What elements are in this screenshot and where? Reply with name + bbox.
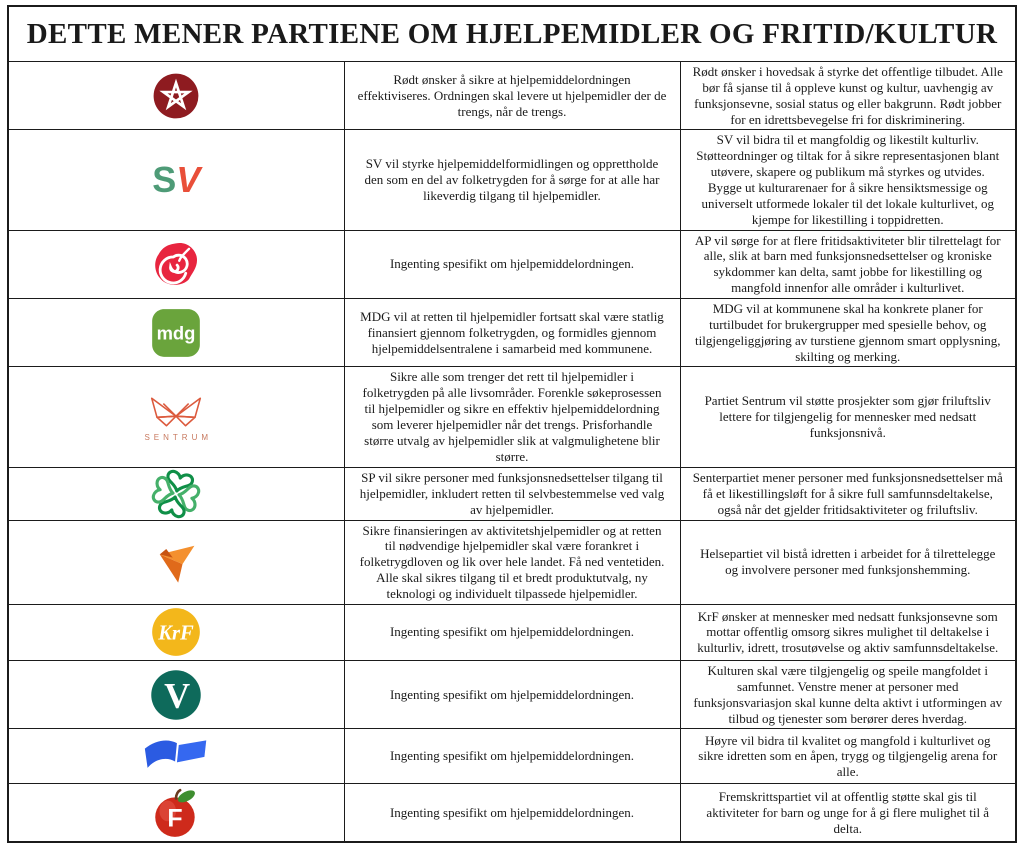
sp-hjelpemidler-cell: SP vil sikre personer med funksjonsnedsettelser tilgang til hjelpemidler, inkludert retten til selvbestemmelse ved valg av hjelpemidler. (344, 467, 680, 520)
hoyre-fritid-kultur-cell: Høyre vil bidra til kvalitet og mangfold i kulturlivet og sikre idretten som en åpen, trygg og tilgjengelig arena for alle. (680, 729, 1016, 784)
sv-logo-cell (8, 130, 344, 230)
table (7, 5, 1017, 843)
table-row (8, 62, 1016, 130)
krf-fritid-kultur-cell: KrF ønsker at mennesker med nedsatt funksjonsevne som mottar offentlig omsorg sikres mulighet til deltakelse i kulturliv, idrett, trosutøvelse og aktiv samfunnsdeltakelse. (680, 604, 1016, 660)
table-row (8, 604, 1016, 660)
sentrum-logo-icon (10, 393, 343, 442)
hoyre-hjelpemidler-cell: Ingenting spesifikt om hjelpemiddelordningen. (344, 729, 680, 784)
roedt-hjelpemidler-cell: Rødt ønsker å sikre at hjelpemiddelordningen effektiviseres. Ordningen skal levere ut hjelpemidler der de trengs, når de trengs. (344, 62, 680, 130)
table-row (8, 299, 1016, 367)
ap-hjelpemidler-cell: Ingenting spesifikt om hjelpemiddelordningen. (344, 230, 680, 298)
table-row (8, 729, 1016, 784)
helsepartiet-logo-cell (8, 520, 344, 604)
sp-logo-cell (8, 467, 344, 520)
ap-rose-logo-icon (10, 238, 343, 290)
krf-logo-cell (8, 604, 344, 660)
ap-logo-cell (8, 230, 344, 298)
table-row (8, 467, 1016, 520)
sv-letter-s: S (152, 159, 177, 201)
frp-logo-text: F (167, 804, 183, 833)
sv-letter-v: V (176, 159, 201, 201)
venstre-fritid-kultur-cell: Kulturen skal være tilgjengelig og speile mangfoldet i samfunnet. Venstre mener at personer med funksjonsvariasjon skal kunne delta aktivt i utformingen av tilbud og tjenester som berører deres hverdag. (680, 660, 1016, 728)
krf-hjelpemidler-cell: Ingenting spesifikt om hjelpemiddelordningen. (344, 604, 680, 660)
sentrum-logo-text: SENTRUM (144, 432, 213, 442)
venstre-logo-icon (10, 668, 343, 722)
roedt-logo-cell (8, 62, 344, 130)
sp-fritid-kultur-cell: Senterpartiet mener personer med funksjonsnedsettelser må få et likestillingsløft for å sikre full samfunnsdeltakelse, også når det gjelder fritidsaktiviteter og friluftsliv. (680, 467, 1016, 520)
venstre-logo-text: V (164, 675, 191, 716)
sentrum-fritid-kultur-cell: Partiet Sentrum vil støtte prosjekter som gjør friluftsliv lettere for tilgjengelig for mennesker med nedsatt funksjonsnivå. (680, 367, 1016, 467)
table-row (8, 520, 1016, 604)
sv-logo-icon (10, 159, 343, 201)
sv-fritid-kultur-cell: SV vil bidra til et mangfoldig og likestilt kulturliv. Støtteordninger og tiltak for å sikre representasjonen blant utøvere, skapere og publikum må styrkes og utvides. Bygge ut kulturarenaer for å sikre hensiktsmessige og universelt utformede lokaler til det lokale kulturlivet, og kjempe for likestilling i toppidretten. (680, 130, 1016, 230)
sentrum-hjelpemidler-cell: Sikre alle som trenger det rett til hjelpemidler i folketrygden på alle livsområder. Forenkle søkeprosessen til hjelpemidler og sikre en effektiv hjelpemiddelordning som leverer hjelpemidler når det trengs. Prisforhandle større utvalg av hjelpemidler slik at valgmulighetene blir større. (344, 367, 680, 467)
frp-logo-cell (8, 784, 344, 842)
ap-fritid-kultur-cell: AP vil sørge for at flere fritidsaktiviteter blir tilrettelagt for alle, slik at barn med funksjonsnedsettelser og kroniske sykdommer kan delta, samt jobbe for likestilling og mangfold innenfor alle områder i kulturlivet. (680, 230, 1016, 298)
frp-hjelpemidler-cell: Ingenting spesifikt om hjelpemiddelordningen. (344, 784, 680, 842)
venstre-hjelpemidler-cell: Ingenting spesifikt om hjelpemiddelordningen. (344, 660, 680, 728)
party-opinions-table (7, 5, 1017, 843)
roedt-logo-icon (10, 71, 343, 121)
helsepartiet-hjelpemidler-cell: Sikre finansieringen av aktivitetshjelpemidler og at retten til nødvendige hjelpemidler skal være forankret i folketrygdloven og lik over hele landet. Få ned ventetiden. Alle skal sikres tilgang til et bredt produktutvalg, ny teknologi og individuelt tilpassede hjelpemidler. (344, 520, 680, 604)
mdg-logo-cell (8, 299, 344, 367)
frp-apple-logo-icon (10, 786, 343, 840)
hoyre-flag-logo-icon (10, 734, 343, 778)
mdg-logo-icon (10, 307, 343, 359)
table-row (8, 367, 1016, 467)
mdg-fritid-kultur-cell: MDG vil at kommunene skal ha konkrete planer for turtilbudet for brukergrupper med spesielle behov, og tilgjengeliggjøring av turstiene gjennom smart opplysning, skilting og merking. (680, 299, 1016, 367)
table-row (8, 130, 1016, 230)
krf-logo-icon (10, 606, 343, 658)
mdg-hjelpemidler-cell: MDG vil at retten til hjelpemidler fortsatt skal være statlig finansiert gjennom folketrygden, og formidles gjennom hjelpemiddelsentralene i samarbeid med kommunene. (344, 299, 680, 367)
sentrum-logo-cell (8, 367, 344, 467)
sv-hjelpemidler-cell: SV vil styrke hjelpemiddelformidlingen og opprettholde den som en del av folketrygden for å sørge for at alle har likeverdig tilgang til hjelpemidler. (344, 130, 680, 230)
table-row (8, 230, 1016, 298)
helsepartiet-logo-icon (10, 536, 343, 588)
page-title: DETTE MENER PARTIENE OM HJELPEMIDLER OG FRITID/KULTUR (8, 6, 1016, 62)
hoyre-logo-cell (8, 729, 344, 784)
venstre-logo-cell (8, 660, 344, 728)
table-row (8, 660, 1016, 728)
sp-clover-logo-icon (10, 469, 343, 519)
frp-fritid-kultur-cell: Fremskrittspartiet vil at offentlig støtte skal gis til aktiviteter for barn og unge for å gi flere mulighet til å delta. (680, 784, 1016, 842)
helsepartiet-fritid-kultur-cell: Helsepartiet vil bistå idretten i arbeidet for å tilrettelegge og involvere personer med funksjonshemming. (680, 520, 1016, 604)
table-row (8, 784, 1016, 842)
roedt-fritid-kultur-cell: Rødt ønsker i hovedsak å styrke det offentlige tilbudet. Alle bør få sjanse til å oppleve kunst og kultur, uavhengig av funksjonsevne, sosial status og eller bakgrunn. Rødt jobber for en idrettsbevegelse fri for diskriminering. (680, 62, 1016, 130)
mdg-logo-text: mdg (156, 322, 196, 344)
krf-logo-text: KrF (158, 623, 194, 646)
